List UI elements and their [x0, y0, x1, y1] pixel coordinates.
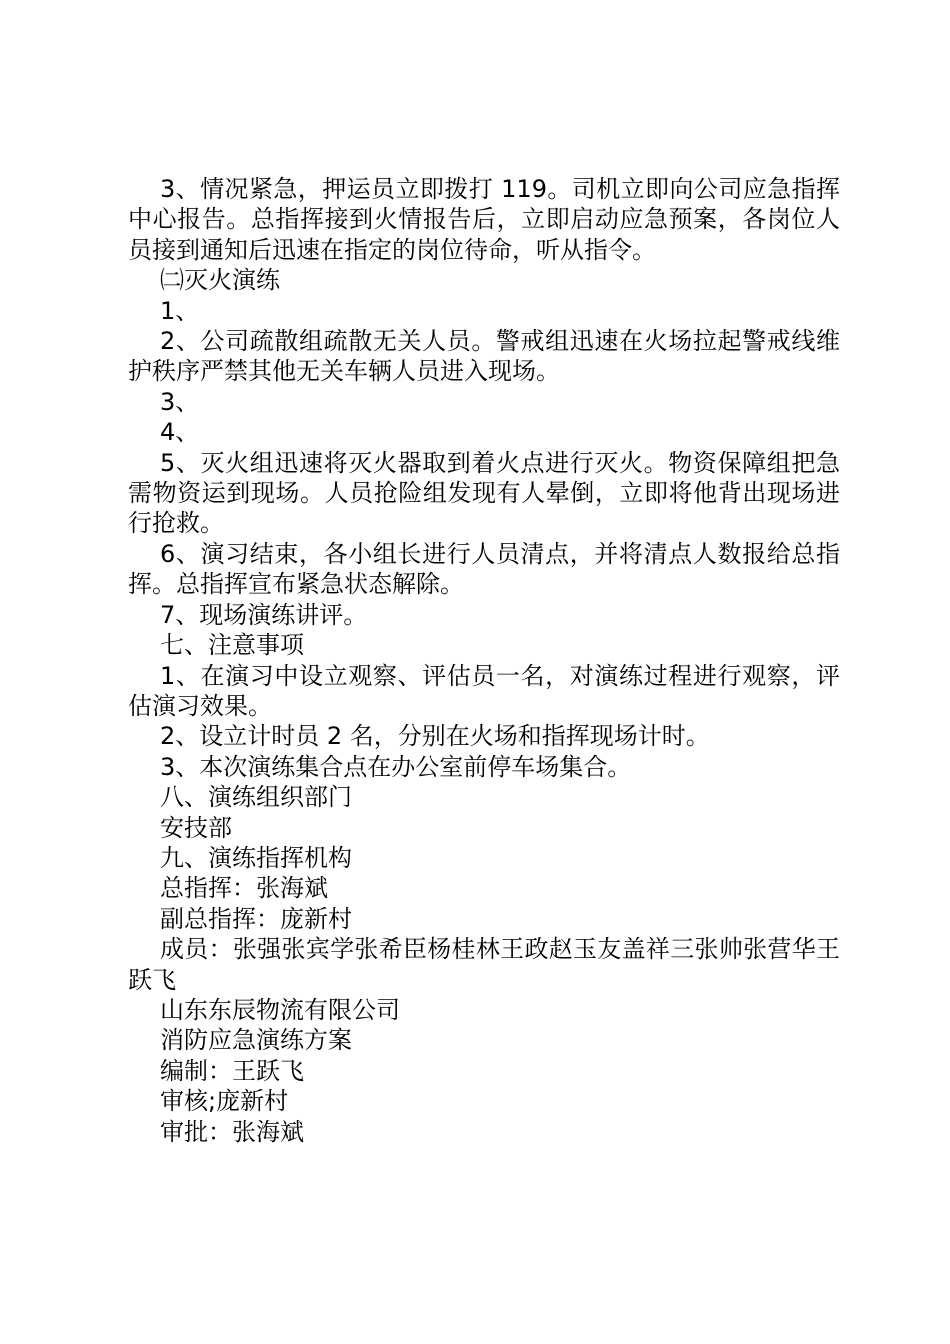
list-item-6: 6、演习结束，各小组长进行人员清点，并将清点人数报给总指挥。总指挥宣布紧急状态解除。 — [128, 539, 840, 599]
deputy-commander: 副总指挥：庞新村 — [160, 904, 352, 933]
precaution-item-3: 3、本次演练集合点在办公室前停车场集合。 — [160, 752, 632, 781]
list-item-1: 1、 — [160, 296, 200, 325]
organizing-department: 安技部 — [160, 813, 232, 842]
document-body — [128, 174, 840, 1147]
list-item-5: 5、灭火组迅速将灭火器取到着火点进行灭火。物资保障组把急需物资运到现场。人员抢险组发现有人晕倒，立即将他背出现场进行抢救。 — [128, 448, 840, 538]
commander-in-chief: 总指挥：张海斌 — [160, 874, 328, 903]
list-item-2: 2、公司疏散组疏散无关人员。警戒组迅速在火场拉起警戒线维护秩序严禁其他无关车辆人员进入现场。 — [128, 327, 840, 386]
list-item-4: 4、 — [160, 418, 200, 447]
precaution-item-2: 2、设立计时员 2 名，分别在火场和指挥现场计时。 — [160, 722, 710, 751]
members: 成员：张强张宾学张希臣杨桂林王政赵玉友盖祥三张帅张营华王跃飞 — [128, 935, 840, 994]
list-item-3: 3、 — [160, 387, 200, 416]
heading-precautions: 七、注意事项 — [160, 631, 304, 660]
company-name: 山东东辰物流有限公司 — [160, 995, 400, 1024]
approved-by: 审批：张海斌 — [160, 1117, 304, 1146]
heading-command-structure: 九、演练指挥机构 — [160, 843, 352, 872]
heading-organizing-department: 八、演练组织部门 — [160, 783, 352, 812]
paragraph-emergency-report: 3、情况紧急，押运员立即拨打 119。司机立即向公司应急指挥中心报告。总指挥接到火情报告后，立即启动应急预案，各岗位人员接到通知后迅速在指定的岗位待命，听从指令。 — [128, 175, 840, 264]
heading-fire-drill: ㈡灭火演练 — [160, 266, 280, 295]
list-item-7: 7、现场演练讲评。 — [160, 600, 368, 629]
plan-title: 消防应急演练方案 — [160, 1026, 352, 1055]
prepared-by: 编制：王跃飞 — [160, 1056, 304, 1085]
precaution-item-1: 1、在演习中设立观察、评估员一名，对演练过程进行观察，评估演习效果。 — [128, 661, 840, 720]
reviewed-by: 审核;庞新村 — [160, 1087, 289, 1116]
